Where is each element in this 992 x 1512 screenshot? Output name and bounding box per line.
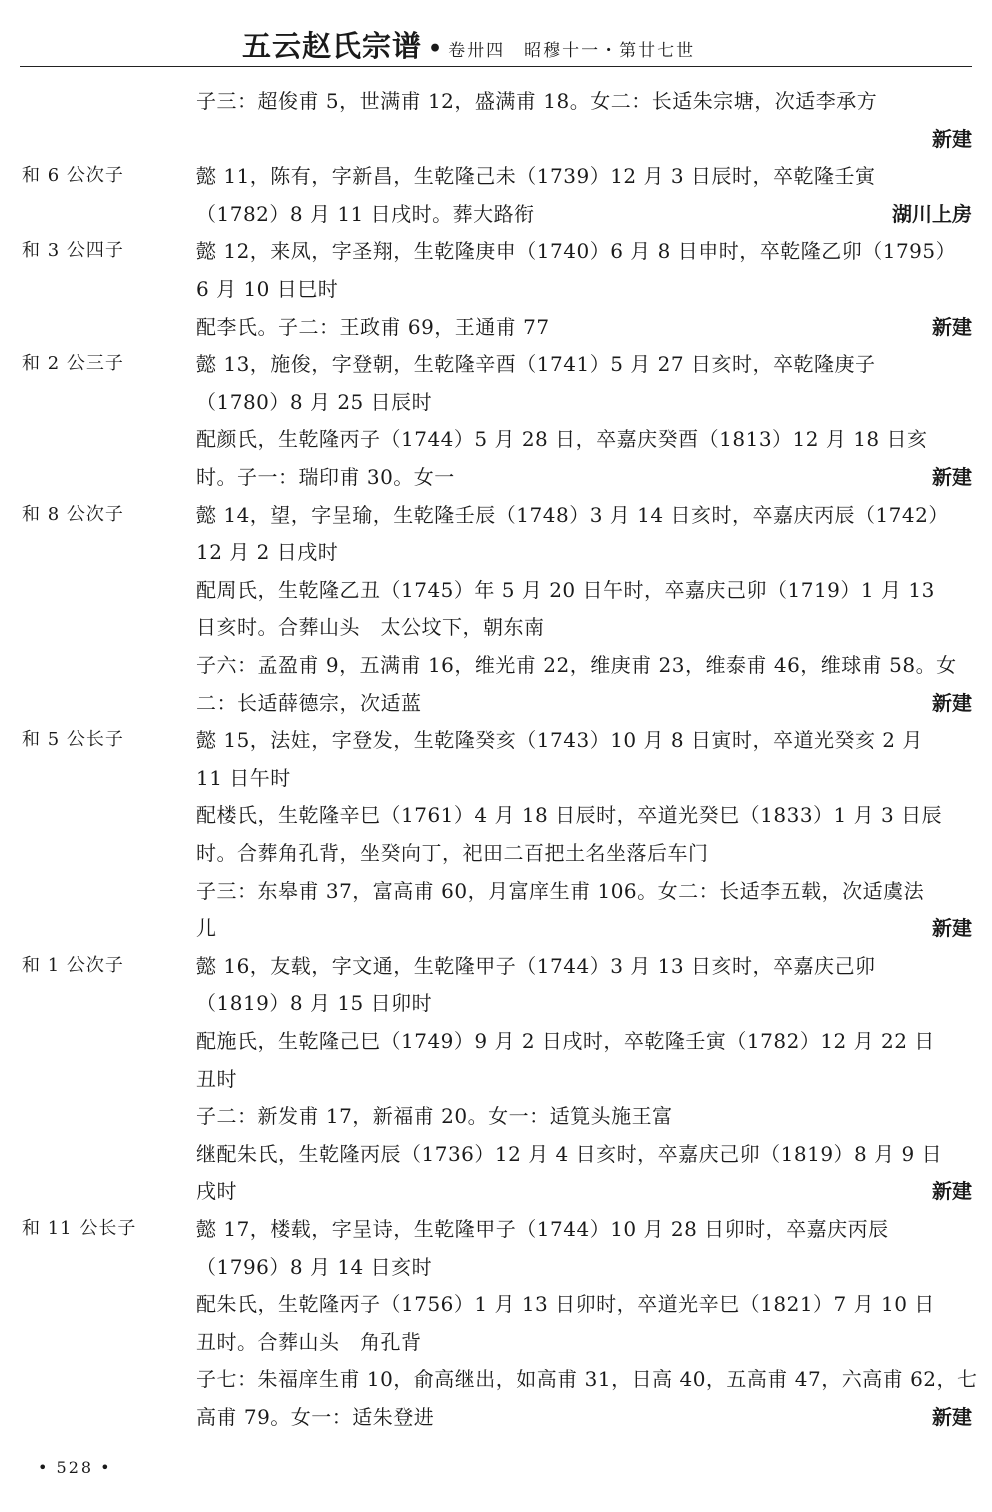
parent-label: 和 1 公次子 <box>22 954 124 976</box>
entry-line: （1780）8 月 25 日辰时 <box>196 389 433 414</box>
entry-line: 儿 <box>196 916 217 941</box>
entry-line: 6 月 10 日巳时 <box>196 277 339 301</box>
volume-subtitle: 卷卅四 昭穆十一・第廿七世 <box>448 41 696 61</box>
parent-label: 和 5 公长子 <box>22 729 124 751</box>
branch-tag: 新建 <box>932 314 972 339</box>
page-header <box>20 14 972 67</box>
entry-line: 二：长适薛德宗，次适蓝 <box>196 690 422 715</box>
entry-line: 懿 16，友载，字文通，生乾隆甲子（1744）3 月 13 日亥时，卒嘉庆己卯 <box>196 953 876 978</box>
header-separator: • <box>428 36 443 62</box>
entry-line: 懿 15，法妵，字登发，生乾隆癸亥（1743）10 月 8 日寅时，卒道光癸亥 2 月 <box>196 728 923 753</box>
entry-line: （1796）8 月 14 日亥时 <box>196 1254 433 1279</box>
entry-line: 懿 14，望，字呈瑜，生乾隆壬辰（1748）3 月 14 日亥时，卒嘉庆丙辰（1742） <box>196 502 949 527</box>
branch-tag: 新建 <box>932 1405 972 1429</box>
entry-line: 懿 12，来凤，字圣翔，生乾隆庚申（1740）6 月 8 日申时，卒乾隆乙卯（1795） <box>196 239 957 264</box>
parent-label: 和 11 公长子 <box>22 1218 137 1239</box>
entry-line: （1819）8 月 15 日卯时 <box>196 991 433 1016</box>
entry-line: 配楼氏，生乾隆辛巳（1761）4 月 18 日辰时，卒道光癸巳（1833）1 月 3 日辰 <box>196 803 943 828</box>
entry-line: 配施氏，生乾隆己巳（1749）9 月 2 日戌时，卒乾隆壬寅（1782）12 月 22 日 <box>196 1029 935 1053</box>
header-title-group <box>242 24 695 65</box>
entry-line: 戌时 <box>196 1179 237 1204</box>
parent-label: 和 3 公四子 <box>22 240 124 262</box>
entry-line: 时。合葬角孔背，坐癸向丁，祀田二百把土名坐落后车门 <box>196 841 709 865</box>
entry-line: 懿 17，楼载，字呈诗，生乾隆甲子（1744）10 月 28 日卯时，卒嘉庆丙辰 <box>196 1217 889 1241</box>
entry-line: 丑时 <box>196 1066 237 1091</box>
entry-line: 继配朱氏，生乾隆丙辰（1736）12 月 4 日亥时，卒嘉庆己卯（1819）8 月 9 日 <box>196 1141 943 1166</box>
entry-line: 子三：东皋甫 37，富高甫 60，月富庠生甫 106。女二：长适李五载，次适虞法 <box>196 878 925 903</box>
entry-line: 高甫 79。女一：适朱登进 <box>196 1405 435 1429</box>
entry-line: 配李氏。子二：王政甫 69，王通甫 77 <box>196 314 550 339</box>
branch-tag: 新建 <box>932 1179 972 1204</box>
entry-line: 丑时。合葬山头 角孔背 <box>196 1329 422 1354</box>
branch-tag: 湖川上房 <box>892 201 972 226</box>
parent-label: 和 8 公次子 <box>22 503 124 525</box>
entry-line: 配颜氏，生乾隆丙子（1744）5 月 28 日，卒嘉庆癸酉（1813）12 月 18 日亥 <box>196 427 928 452</box>
entry-line: 12 月 2 日戌时 <box>196 540 339 565</box>
entry-line: 配周氏，生乾隆乙丑（1745）年 5 月 20 日午时，卒嘉庆己卯（1719）1 月 13 <box>196 577 935 602</box>
entry-line: 子二：新发甫 17，新福甫 20。女一：适筧头施王富 <box>196 1104 673 1129</box>
entry-line: 懿 13，施俊，字登朝，生乾隆辛酉（1741）5 月 27 日亥时，卒乾隆庚子 <box>196 352 876 377</box>
branch-tag: 新建 <box>932 126 972 151</box>
entry-line: 子六：孟盈甫 9，五满甫 16，维光甫 22，维庚甫 23，维泰甫 46，维球甫 58。女 <box>196 653 957 677</box>
parent-label: 和 6 公次子 <box>22 165 124 187</box>
entry-line: 日亥时。合葬山头 太公坟下，朝东南 <box>196 615 545 640</box>
page-number: • 528 • <box>38 1458 112 1477</box>
book-title: 五云赵氏宗谱 <box>242 29 423 63</box>
branch-tag: 新建 <box>932 690 972 715</box>
entry-line: 时。子一：瑞印甫 30。女一 <box>196 465 455 489</box>
entry-line: 配朱氏，生乾隆丙子（1756）1 月 13 日卯时，卒道光辛巳（1821）7 月 10 日 <box>196 1292 935 1317</box>
entry-line: （1782）8 月 11 日戌时。葬大路衔 <box>196 201 535 226</box>
branch-tag: 新建 <box>932 465 972 489</box>
entry-line: 子三：超俊甫 5，世满甫 12，盛满甫 18。女二：长适朱宗塘，次适李承方 <box>196 89 878 113</box>
entry-line: 懿 11，陈有，字新昌，生乾隆己未（1739）12 月 3 日辰时，卒乾隆壬寅 <box>196 164 876 189</box>
parent-label: 和 2 公三子 <box>22 353 124 375</box>
branch-tag: 新建 <box>932 916 972 941</box>
entry-line: 11 日午时 <box>196 765 291 790</box>
entry-line: 子七：朱福庠生甫 10，俞高继出，如高甫 31，日高 40，五高甫 47，六高甫 62，七 <box>196 1367 978 1392</box>
